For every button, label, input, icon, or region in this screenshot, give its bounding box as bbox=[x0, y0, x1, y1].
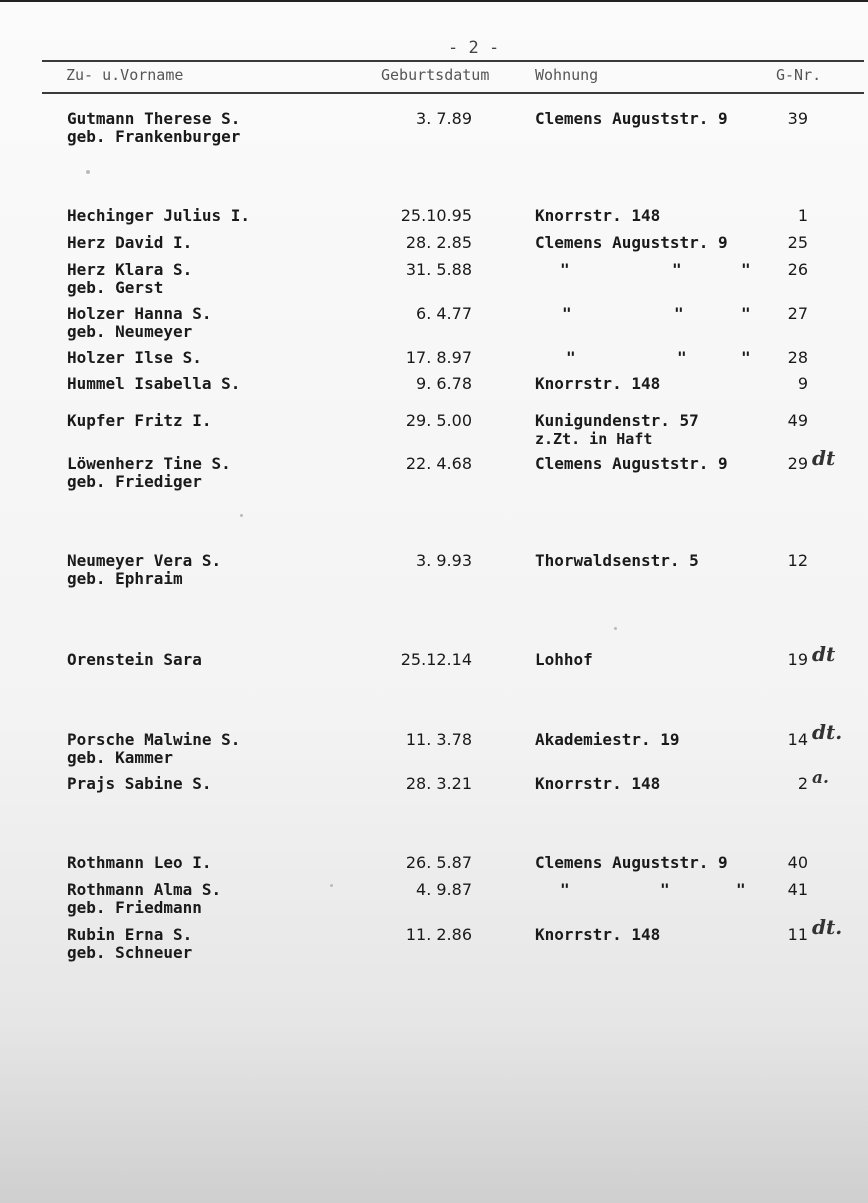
birth-date: 22. 4.68 bbox=[405, 454, 472, 473]
g-number: 1 bbox=[797, 206, 808, 225]
ditto-mark: " bbox=[741, 304, 751, 323]
birth-date: 31. 5.88 bbox=[405, 260, 472, 279]
birth-date: 28. 2.85 bbox=[405, 233, 472, 252]
ditto-mark: " bbox=[672, 260, 682, 279]
person-name: Holzer Ilse S. bbox=[67, 348, 202, 367]
address: Clemens Auguststr. 9 bbox=[535, 233, 728, 252]
person-name: Hummel Isabella S. bbox=[67, 374, 241, 393]
ditto-mark: " bbox=[560, 260, 570, 279]
person-name: Orenstein Sara bbox=[67, 650, 202, 669]
person-name: Neumeyer Vera S. geb. Ephraim bbox=[67, 551, 222, 588]
ditto-mark: " bbox=[677, 348, 687, 367]
address: Knorrstr. 148 bbox=[535, 374, 661, 393]
person-name: Hechinger Julius I. bbox=[67, 206, 251, 225]
g-number: 29 bbox=[787, 454, 808, 473]
scan-speckle bbox=[330, 884, 333, 887]
g-number: 14 bbox=[787, 730, 808, 749]
scan-speckle bbox=[614, 627, 617, 630]
birth-date: 11. 2.86 bbox=[405, 925, 472, 944]
g-number: 49 bbox=[787, 411, 808, 430]
address: Lohhof bbox=[535, 650, 593, 669]
person-name: Kupfer Fritz I. bbox=[67, 411, 212, 430]
handwritten-note: dt. bbox=[812, 915, 843, 939]
birth-date: 17. 8.97 bbox=[405, 348, 472, 367]
person-name: Holzer Hanna S. geb. Neumeyer bbox=[67, 304, 212, 341]
g-number: 26 bbox=[787, 260, 808, 279]
handwritten-note: dt bbox=[812, 642, 836, 666]
g-number: 40 bbox=[787, 853, 808, 872]
person-name: Löwenherz Tine S. geb. Friediger bbox=[67, 454, 231, 491]
address: Clemens Auguststr. 9 bbox=[535, 109, 728, 128]
birth-date: 3. 7.89 bbox=[416, 109, 472, 128]
person-name: Herz David I. bbox=[67, 233, 193, 252]
g-number: 2 bbox=[797, 774, 808, 793]
address: Knorrstr. 148 bbox=[535, 206, 661, 225]
ditto-mark: " bbox=[660, 880, 670, 899]
header-rule-top bbox=[42, 60, 864, 62]
address: Clemens Auguststr. 9 bbox=[535, 853, 728, 872]
header-address: Wohnung bbox=[535, 66, 599, 84]
address: Thorwaldsenstr. 5 bbox=[535, 551, 699, 570]
handwritten-note: a. bbox=[812, 768, 829, 788]
person-name: Rubin Erna S. geb. Schneuer bbox=[67, 925, 193, 962]
person-name: Herz Klara S. geb. Gerst bbox=[67, 260, 193, 297]
birth-date: 4. 9.87 bbox=[416, 880, 472, 899]
address: Clemens Auguststr. 9 bbox=[535, 454, 728, 473]
birth-date: 6. 4.77 bbox=[416, 304, 472, 323]
g-number: 28 bbox=[787, 348, 808, 367]
g-number: 41 bbox=[787, 880, 808, 899]
handwritten-note: dt. bbox=[812, 720, 843, 744]
header-rule-bottom bbox=[42, 92, 864, 94]
ditto-mark: " bbox=[560, 880, 570, 899]
scan-speckle bbox=[86, 170, 90, 174]
birth-date: 26. 5.87 bbox=[405, 853, 472, 872]
person-name: Rothmann Leo I. bbox=[67, 853, 212, 872]
page-number: - 2 - bbox=[448, 38, 500, 58]
person-name: Prajs Sabine S. bbox=[67, 774, 212, 793]
address: Kunigundenstr. 57 z.Zt. in Haft bbox=[535, 411, 699, 448]
g-number: 12 bbox=[787, 551, 808, 570]
birth-date: 25.12.14 bbox=[400, 650, 472, 669]
birth-date: 11. 3.78 bbox=[405, 730, 472, 749]
g-number: 25 bbox=[787, 233, 808, 252]
g-number: 39 bbox=[787, 109, 808, 128]
person-name: Gutmann Therese S. geb. Frankenburger bbox=[67, 109, 241, 146]
g-number: 19 bbox=[787, 650, 808, 669]
scan-speckle bbox=[240, 514, 243, 517]
ditto-mark: " bbox=[566, 348, 576, 367]
header-number: G-Nr. bbox=[776, 66, 822, 84]
ditto-mark: " bbox=[562, 304, 572, 323]
ditto-mark: " bbox=[736, 880, 746, 899]
birth-date: 29. 5.00 bbox=[405, 411, 472, 430]
header-date: Geburtsdatum bbox=[381, 66, 490, 84]
address: Knorrstr. 148 bbox=[535, 774, 661, 793]
page-top-edge bbox=[0, 0, 868, 2]
person-name: Porsche Malwine S. geb. Kammer bbox=[67, 730, 241, 767]
ditto-mark: " bbox=[741, 348, 751, 367]
person-name: Rothmann Alma S. geb. Friedmann bbox=[67, 880, 222, 917]
birth-date: 25.10.95 bbox=[400, 206, 472, 225]
ditto-mark: " bbox=[674, 304, 684, 323]
ditto-mark: " bbox=[741, 260, 751, 279]
handwritten-note: dt bbox=[812, 446, 836, 470]
birth-date: 3. 9.93 bbox=[416, 551, 472, 570]
address: Akademiestr. 19 bbox=[535, 730, 680, 749]
birth-date: 9. 6.78 bbox=[416, 374, 472, 393]
address: Knorrstr. 148 bbox=[535, 925, 661, 944]
g-number: 11 bbox=[787, 925, 808, 944]
g-number: 9 bbox=[797, 374, 808, 393]
birth-date: 28. 3.21 bbox=[405, 774, 472, 793]
header-name: Zu- u.Vorname bbox=[66, 66, 184, 84]
g-number: 27 bbox=[787, 304, 808, 323]
